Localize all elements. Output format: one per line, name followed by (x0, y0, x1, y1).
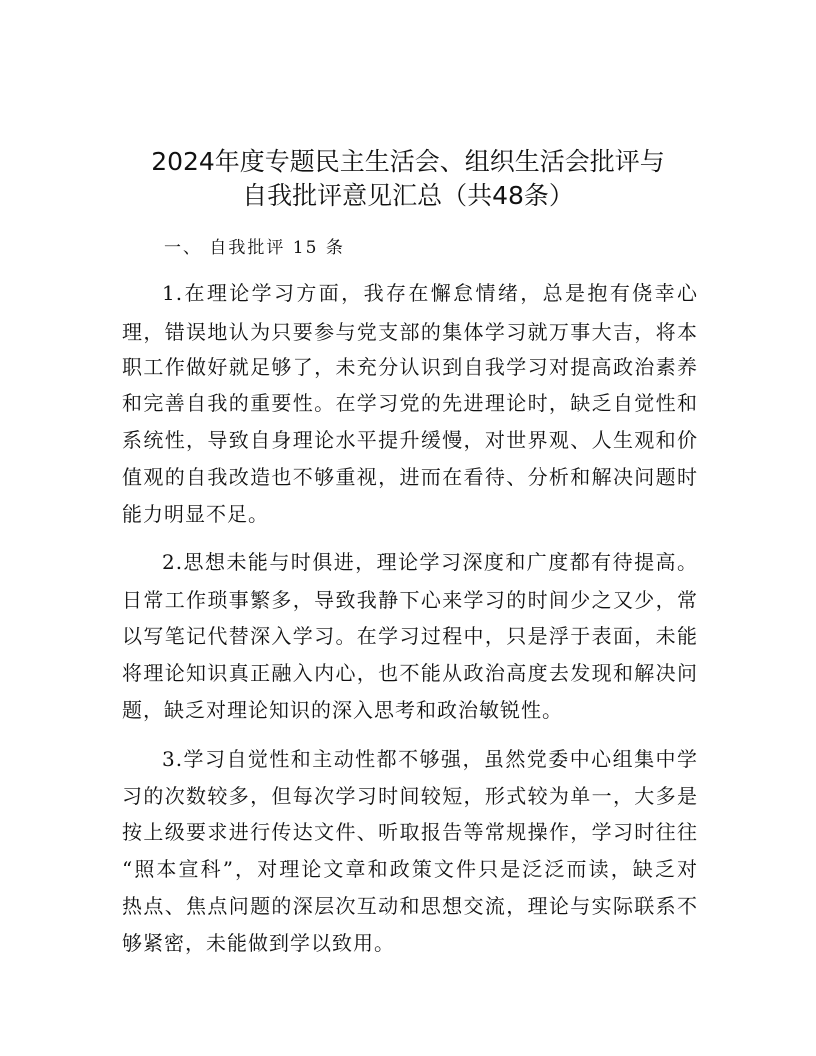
paragraph-1-line: 1.在理论学习方面，我存在懈怠情绪，总是抱有侥幸心 (162, 281, 698, 305)
paragraph-1-line: 值观的自我改造也不够重视，进而在看待、分析和解决问题时 (122, 465, 698, 489)
paragraph-2-line: 日常工作琐事繁多，导致我静下心来学习的时间少之又少，常 (122, 588, 698, 612)
paragraph-3-line: 够紧密，未能做到学以致用。 (122, 931, 395, 955)
paragraph-2-line: 以写笔记代替深入学习。在学习过程中，只是浮于表面，未能 (122, 624, 698, 648)
document-title-line-1: 2024年度专题民主生活会、组织生活会批评与 (151, 147, 665, 176)
paragraph-1-line: 和完善自我的重要性。在学习党的先进理论时，缺乏自觉性和 (122, 391, 698, 415)
paragraph-1-line: 能力明显不足。 (122, 502, 269, 526)
paragraph-1-line: 理，错误地认为只要参与党支部的集体学习就万事大吉，将本 (122, 320, 698, 344)
section-heading: 一、 自我批评 15 条 (164, 238, 345, 258)
paragraph-1-line: 系统性，导致自身理论水平提升缓慢，对世界观、人生观和价 (122, 428, 698, 452)
paragraph-3-line: 3.学习自觉性和主动性都不够强，虽然党委中心组集中学 (162, 747, 698, 771)
paragraph-1-line: 职工作做好就足够了，未充分认识到自我学习对提高政治素养 (122, 355, 698, 379)
paragraph-3-line: 按上级要求进行传达文件、听取报告等常规操作，学习时往往 (122, 820, 698, 844)
paragraph-3-line: “照本宣科”，对理论文章和政策文件只是泛泛而读，缺乏对 (122, 857, 698, 881)
paragraph-2-line: 2.思想未能与时俱进，理论学习深度和广度都有待提高。 (162, 550, 698, 574)
document-title-line-2: 自我批评意见汇总（共48条） (242, 181, 574, 210)
paragraph-2-line: 题，缺乏对理论知识的深入思考和政治敏锐性。 (122, 698, 563, 722)
paragraph-3-line: 习的次数较多，但每次学习时间较短，形式较为单一，大多是 (122, 784, 698, 808)
paragraph-2-line: 将理论知识真正融入内心，也不能从政治高度去发现和解决问 (122, 661, 698, 685)
paragraph-3-line: 热点、焦点问题的深层次互动和思想交流，理论与实际联系不 (122, 894, 698, 918)
